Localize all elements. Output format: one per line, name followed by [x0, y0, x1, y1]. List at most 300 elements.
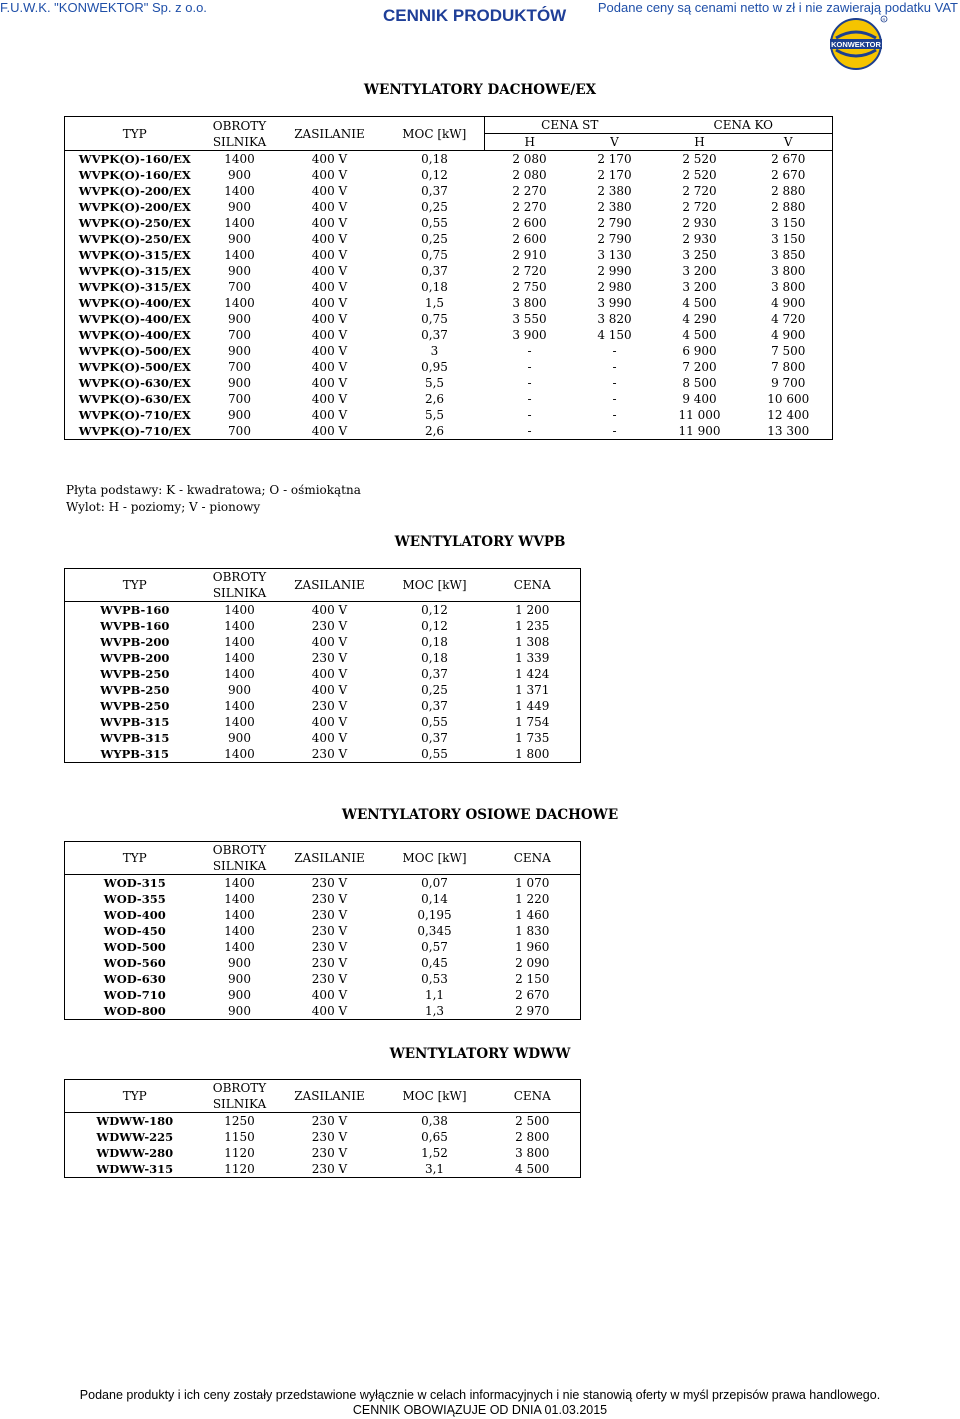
- table-cell: 0,18: [421, 651, 448, 665]
- table-cell: 3 550: [512, 312, 547, 326]
- table-cell: 400 V: [311, 168, 348, 182]
- table-cell: 12 400: [767, 408, 810, 422]
- table-cell: 230 V: [311, 940, 348, 954]
- table-cell: 2 910: [512, 248, 547, 262]
- cell-typ: WVPK(O)-400/EX: [78, 312, 191, 326]
- table-cell: -: [527, 360, 532, 374]
- table-cell: 0,55: [421, 747, 448, 761]
- cell-typ: WOD-800: [103, 1004, 166, 1018]
- cell-typ: WVPB-200: [100, 635, 170, 649]
- svg-text:KONWEKTOR: KONWEKTOR: [831, 40, 881, 49]
- table-cell: 700: [228, 360, 251, 374]
- table-cell: 7 200: [682, 360, 717, 374]
- section-title-dachowe-ex: WENTYLATORY DACHOWE/EX: [363, 82, 597, 98]
- table-row: [65, 407, 833, 423]
- table-cell: 400 V: [311, 296, 348, 310]
- cell-typ: WDWW-315: [96, 1162, 174, 1176]
- table-cell: 700: [228, 392, 251, 406]
- cell-typ: WOD-450: [103, 924, 166, 938]
- table-cell: 2 980: [597, 280, 632, 294]
- table-cell: 400 V: [311, 376, 348, 390]
- col-cena: CENA: [485, 569, 581, 602]
- footer: [0, 1388, 960, 1418]
- table-cell: 1400: [224, 619, 255, 633]
- table-cell: 2 800: [515, 1130, 550, 1144]
- table-row: [65, 247, 833, 263]
- table-cell: 400 V: [311, 424, 348, 438]
- section-title-osiowe-dachowe: WENTYLATORY OSIOWE DACHOWE: [341, 807, 619, 823]
- cell-typ: WVPB-200: [100, 651, 170, 665]
- col-zasilanie: ZASILANIE: [275, 117, 385, 151]
- table-cell: 900: [228, 988, 251, 1002]
- table-row: [65, 650, 581, 666]
- table-cell: 7 800: [771, 360, 806, 374]
- table-cell: 900: [228, 972, 251, 986]
- table-cell: -: [527, 344, 532, 358]
- cell-typ: WVPK(O)-400/EX: [78, 296, 191, 310]
- cell-typ: WDWW-225: [96, 1130, 174, 1144]
- cell-typ: WVPK(O)-200/EX: [78, 200, 191, 214]
- page-title: CENNIK PRODUKTÓW: [383, 6, 567, 25]
- table-cell: 9 400: [682, 392, 717, 406]
- table-cell: 0,07: [421, 876, 448, 890]
- table-cell: 3 150: [771, 232, 806, 246]
- cell-typ: WVPK(O)-710/EX: [78, 408, 191, 422]
- table-cell: 3,1: [424, 1162, 445, 1176]
- table-row: [65, 327, 833, 343]
- table-row: [65, 1129, 581, 1145]
- table-cell: -: [527, 424, 532, 438]
- table-cell: 1400: [224, 635, 255, 649]
- table-row: [65, 971, 581, 987]
- wdww-table: [64, 1079, 581, 1178]
- table-cell: 1400: [224, 603, 255, 617]
- table-cell: 400 V: [311, 216, 348, 230]
- table-cell: 2 720: [512, 264, 547, 278]
- table-cell: 400 V: [311, 1004, 348, 1018]
- table-cell: 1 735: [515, 731, 550, 745]
- table-row: [65, 634, 581, 650]
- table-cell: 0,37: [421, 328, 448, 342]
- table-cell: 3 800: [771, 280, 806, 294]
- company-name: F.U.W.K. "KONWEKTOR" Sp. z o.o.: [0, 0, 207, 15]
- table-cell: 1 235: [515, 619, 550, 633]
- table-cell: 400 V: [311, 328, 348, 342]
- table-cell: 0,57: [421, 940, 448, 954]
- table-cell: 2 090: [515, 956, 550, 970]
- table-row: [65, 167, 833, 183]
- table-cell: 0,95: [421, 360, 448, 374]
- table-row: [65, 891, 581, 907]
- table-cell: 0,37: [421, 667, 448, 681]
- table-cell: 400 V: [311, 988, 348, 1002]
- table-row: [65, 907, 581, 923]
- cell-typ: WDWW-180: [96, 1114, 174, 1128]
- table-cell: 3 800: [771, 264, 806, 278]
- cell-typ: WVPB-160: [100, 603, 170, 617]
- table-cell: 1400: [224, 296, 255, 310]
- table-cell: 3 800: [512, 296, 547, 310]
- table-cell: 0,25: [421, 683, 448, 697]
- table-cell: 2 790: [597, 216, 632, 230]
- table-cell: 900: [228, 232, 251, 246]
- col-typ: TYP: [65, 117, 205, 151]
- table-cell: 0,25: [421, 200, 448, 214]
- sub-col-st-v: V: [575, 134, 655, 151]
- col-zasilanie: ZASILANIE: [275, 1080, 385, 1113]
- table-cell: 0,18: [421, 635, 448, 649]
- table-row: [65, 682, 581, 698]
- table-cell: 11 900: [678, 424, 721, 438]
- table-row: [65, 955, 581, 971]
- cell-typ: WVPB-250: [100, 699, 170, 713]
- table-cell: 400 V: [311, 312, 348, 326]
- table-cell: 1400: [224, 184, 255, 198]
- table-cell: -: [612, 392, 617, 406]
- table-cell: 230 V: [311, 908, 348, 922]
- table-cell: 2,6: [424, 392, 445, 406]
- table-cell: 1 424: [515, 667, 550, 681]
- table-cell: 900: [228, 264, 251, 278]
- table-cell: 3 900: [512, 328, 547, 342]
- cell-typ: WVPK(O)-250/EX: [78, 232, 191, 246]
- table-cell: 400 V: [311, 232, 348, 246]
- table-cell: 230 V: [311, 747, 348, 761]
- table-cell: 9 700: [771, 376, 806, 390]
- table-cell: 0,25: [421, 232, 448, 246]
- table-cell: 1400: [224, 152, 255, 166]
- table-cell: 2 150: [515, 972, 550, 986]
- table-cell: 230 V: [311, 1114, 348, 1128]
- table-cell: 13 300: [767, 424, 810, 438]
- table-cell: 900: [228, 956, 251, 970]
- cell-typ: WOD-710: [103, 988, 166, 1002]
- table-cell: 0,37: [421, 264, 448, 278]
- table-row: [65, 987, 581, 1003]
- table-cell: 2 380: [597, 184, 632, 198]
- table-row: [65, 423, 833, 440]
- table-cell: 1 460: [515, 908, 550, 922]
- table-cell: -: [612, 424, 617, 438]
- note-wylot: Wylot: H - poziomy; V - pionowy: [66, 500, 261, 514]
- table-cell: 2 720: [682, 184, 717, 198]
- table-cell: 900: [228, 344, 251, 358]
- dachowe-ex-table: [64, 116, 833, 440]
- table-cell: 400 V: [311, 715, 348, 729]
- table-cell: 2 380: [597, 200, 632, 214]
- table-cell: 0,345: [417, 924, 452, 938]
- table-row: [65, 215, 833, 231]
- table-cell: 2 670: [771, 152, 806, 166]
- table-cell: 0,37: [421, 731, 448, 745]
- table-cell: 700: [228, 328, 251, 342]
- table-cell: 1 200: [515, 603, 550, 617]
- table-cell: 1 449: [515, 699, 550, 713]
- table-row: [65, 231, 833, 247]
- table-row: [65, 343, 833, 359]
- table-cell: 0,14: [421, 892, 448, 906]
- svg-text:R: R: [882, 17, 886, 22]
- table-row: [65, 1003, 581, 1020]
- table-cell: 230 V: [311, 699, 348, 713]
- cell-typ: WOD-560: [103, 956, 166, 970]
- table-cell: 900: [228, 168, 251, 182]
- col-obroty-silnika: OBROTY SILNIKA: [205, 842, 275, 875]
- table-cell: 400 V: [311, 667, 348, 681]
- table-cell: 0,18: [421, 280, 448, 294]
- table-cell: 4 150: [597, 328, 632, 342]
- table-cell: 3 820: [597, 312, 632, 326]
- table-cell: 2 750: [512, 280, 547, 294]
- table-cell: 0,12: [421, 168, 448, 182]
- sub-col-ko-h: H: [655, 134, 745, 151]
- table-cell: 3 800: [515, 1146, 550, 1160]
- table-cell: 10 600: [767, 392, 810, 406]
- table-cell: 2 670: [771, 168, 806, 182]
- col-cena-st: CENA ST: [485, 117, 655, 134]
- table-cell: 2 170: [597, 168, 632, 182]
- table-cell: 230 V: [311, 1162, 348, 1176]
- vat-note: Podane ceny są cenami netto w zł i nie zawierają podatku VAT: [597, 0, 958, 15]
- table-cell: 400 V: [311, 152, 348, 166]
- col-cena-ko: CENA KO: [655, 117, 833, 134]
- table-cell: 1400: [224, 876, 255, 890]
- table-cell: 1400: [224, 248, 255, 262]
- cell-typ: WOD-630: [103, 972, 166, 986]
- table-cell: -: [612, 344, 617, 358]
- table-cell: -: [612, 408, 617, 422]
- table-cell: 2 600: [512, 216, 547, 230]
- table-cell: 1150: [224, 1130, 255, 1144]
- table-cell: 900: [228, 200, 251, 214]
- table-cell: 1 220: [515, 892, 550, 906]
- col-typ: TYP: [65, 1080, 205, 1113]
- cell-typ: WVPK(O)-315/EX: [78, 248, 191, 262]
- table-row: [65, 295, 833, 311]
- cell-typ: WOD-315: [103, 876, 166, 890]
- cell-typ: WVPK(O)-710/EX: [78, 424, 191, 438]
- table-cell: 400 V: [311, 200, 348, 214]
- table-cell: 230 V: [311, 1146, 348, 1160]
- table-cell: 2 720: [682, 200, 717, 214]
- col-moc: MOC [kW]: [385, 569, 485, 602]
- table-cell: 3: [430, 344, 439, 358]
- table-cell: 1 339: [515, 651, 550, 665]
- cell-typ: WVPK(O)-630/EX: [78, 376, 191, 390]
- table-cell: 400 V: [311, 264, 348, 278]
- table-cell: 4 290: [682, 312, 717, 326]
- konwektor-logo: [824, 14, 890, 70]
- table-cell: 3 250: [682, 248, 717, 262]
- table-cell: 2 990: [597, 264, 632, 278]
- col-obroty-silnika: OBROTY SILNIKA: [205, 117, 275, 151]
- cell-typ: WVPK(O)-200/EX: [78, 184, 191, 198]
- table-cell: 2 930: [682, 216, 717, 230]
- table-cell: 900: [228, 376, 251, 390]
- table-cell: 1400: [224, 216, 255, 230]
- table-cell: 1400: [224, 892, 255, 906]
- table-cell: 230 V: [311, 956, 348, 970]
- table-cell: 4 500: [682, 328, 717, 342]
- table-cell: 1400: [224, 715, 255, 729]
- cell-typ: WVPB-160: [100, 619, 170, 633]
- footer-disclaimer: Podane produkty i ich ceny zostały przedstawione wyłącznie w celach informacyjnych i nie stanowią oferty w myśl przepisów prawa handlowego.: [79, 1388, 881, 1402]
- col-moc: MOC [kW]: [385, 117, 485, 151]
- table-cell: 230 V: [311, 972, 348, 986]
- table-cell: 2,6: [424, 424, 445, 438]
- col-moc: MOC [kW]: [385, 842, 485, 875]
- table-cell: 700: [228, 424, 251, 438]
- table-cell: 400 V: [311, 344, 348, 358]
- table-cell: 5,5: [424, 376, 445, 390]
- table-row: [65, 1161, 581, 1178]
- table-cell: -: [527, 376, 532, 390]
- table-cell: 2 270: [512, 184, 547, 198]
- table-cell: 400 V: [311, 360, 348, 374]
- table-cell: 400 V: [311, 635, 348, 649]
- table-cell: -: [612, 360, 617, 374]
- cell-typ: WVPK(O)-160/EX: [78, 168, 191, 182]
- table-cell: 1,5: [424, 296, 445, 310]
- cell-typ: WOD-500: [103, 940, 166, 954]
- cell-typ: WVPK(O)-315/EX: [78, 264, 191, 278]
- col-cena: CENA: [485, 1080, 581, 1113]
- table-cell: 11 000: [678, 408, 721, 422]
- table-cell: 1120: [224, 1146, 255, 1160]
- table-cell: 230 V: [311, 1130, 348, 1144]
- cell-typ: WOD-355: [103, 892, 166, 906]
- table-cell: 400 V: [311, 603, 348, 617]
- table-cell: 0,55: [421, 216, 448, 230]
- table-cell: 2 500: [515, 1114, 550, 1128]
- table-cell: 900: [228, 312, 251, 326]
- table-cell: 0,195: [417, 908, 452, 922]
- table-cell: 0,53: [421, 972, 448, 986]
- col-cena: CENA: [485, 842, 581, 875]
- table-cell: 400 V: [311, 408, 348, 422]
- table-cell: 4 500: [515, 1162, 550, 1176]
- table-cell: 1 830: [515, 924, 550, 938]
- table-cell: 1,3: [424, 1004, 445, 1018]
- table-cell: 230 V: [311, 892, 348, 906]
- table-cell: 0,55: [421, 715, 448, 729]
- table-cell: -: [612, 376, 617, 390]
- table-cell: 1400: [224, 747, 255, 761]
- col-obroty-silnika: OBROTY SILNIKA: [205, 569, 275, 602]
- table-cell: 1 371: [515, 683, 550, 697]
- col-typ: TYP: [65, 569, 205, 602]
- table-row: [65, 666, 581, 682]
- table-cell: 900: [228, 1004, 251, 1018]
- table-row: [65, 939, 581, 955]
- cell-typ: WVPK(O)-315/EX: [78, 280, 191, 294]
- table-row: [65, 618, 581, 634]
- section-title-wvpb: WENTYLATORY WVPB: [394, 534, 566, 550]
- notes: [66, 482, 361, 516]
- table-cell: 2 790: [597, 232, 632, 246]
- table-cell: 230 V: [311, 619, 348, 633]
- table-row: [65, 151, 833, 168]
- col-obroty-silnika: OBROTY SILNIKA: [205, 1080, 275, 1113]
- table-cell: 2 670: [515, 988, 550, 1002]
- table-cell: 0,12: [421, 619, 448, 633]
- table-cell: -: [527, 408, 532, 422]
- cell-typ: WVPK(O)-400/EX: [78, 328, 191, 342]
- table-cell: 1250: [224, 1114, 255, 1128]
- sub-col-st-h: H: [485, 134, 575, 151]
- table-cell: 2 080: [512, 168, 547, 182]
- table-cell: 230 V: [311, 651, 348, 665]
- table-cell: 1400: [224, 651, 255, 665]
- table-cell: 1 070: [515, 876, 550, 890]
- cell-typ: WDWW-280: [96, 1146, 174, 1160]
- table-cell: 6 900: [682, 344, 717, 358]
- table-cell: 2 970: [515, 1004, 550, 1018]
- table-cell: 2 520: [682, 152, 717, 166]
- table-cell: 4 900: [771, 328, 806, 342]
- table-cell: 3 200: [682, 280, 717, 294]
- cell-typ: WVPB-315: [100, 715, 170, 729]
- table-cell: 4 720: [771, 312, 806, 326]
- cell-typ: WVPK(O)-160/EX: [78, 152, 191, 166]
- table-cell: 3 150: [771, 216, 806, 230]
- table-cell: 230 V: [311, 876, 348, 890]
- table-row: [65, 359, 833, 375]
- table-cell: 1,1: [424, 988, 445, 1002]
- table-row: [65, 391, 833, 407]
- footer-valid-from: CENNIK OBOWIĄZUJE OD DNIA 01.03.2015: [352, 1403, 608, 1417]
- table-cell: 1,52: [421, 1146, 448, 1160]
- col-zasilanie: ZASILANIE: [275, 842, 385, 875]
- cell-typ: WVPK(O)-500/EX: [78, 360, 191, 374]
- table-cell: 8 500: [682, 376, 717, 390]
- table-row: [65, 183, 833, 199]
- note-plyta: Płyta podstawy: K - kwadratowa; O - ośmiokątna: [66, 483, 361, 497]
- table-cell: 1400: [224, 940, 255, 954]
- table-row: [65, 263, 833, 279]
- table-cell: 2 880: [771, 184, 806, 198]
- table-cell: 1400: [224, 924, 255, 938]
- table-cell: 0,38: [421, 1114, 448, 1128]
- table-cell: 1 308: [515, 635, 550, 649]
- cell-typ: WVPK(O)-630/EX: [78, 392, 191, 406]
- table-cell: 1 960: [515, 940, 550, 954]
- table-cell: 400 V: [311, 184, 348, 198]
- cell-typ: WOD-400: [103, 908, 166, 922]
- table-cell: 400 V: [311, 280, 348, 294]
- table-row: [65, 279, 833, 295]
- table-cell: 400 V: [311, 683, 348, 697]
- table-cell: 400 V: [311, 248, 348, 262]
- col-moc: MOC [kW]: [385, 1080, 485, 1113]
- table-cell: 2 170: [597, 152, 632, 166]
- table-row: [65, 923, 581, 939]
- table-cell: 400 V: [311, 731, 348, 745]
- table-row: [65, 714, 581, 730]
- table-cell: 2 880: [771, 200, 806, 214]
- table-cell: 7 500: [771, 344, 806, 358]
- table-cell: 1400: [224, 667, 255, 681]
- cell-typ: WVPB-315: [100, 731, 170, 745]
- table-cell: 900: [228, 683, 251, 697]
- table-cell: 1 800: [515, 747, 550, 761]
- table-cell: 0,37: [421, 699, 448, 713]
- table-cell: 1400: [224, 699, 255, 713]
- cell-typ: WVPK(O)-500/EX: [78, 344, 191, 358]
- table-row: [65, 875, 581, 892]
- table-cell: 2 520: [682, 168, 717, 182]
- table-cell: 5,5: [424, 408, 445, 422]
